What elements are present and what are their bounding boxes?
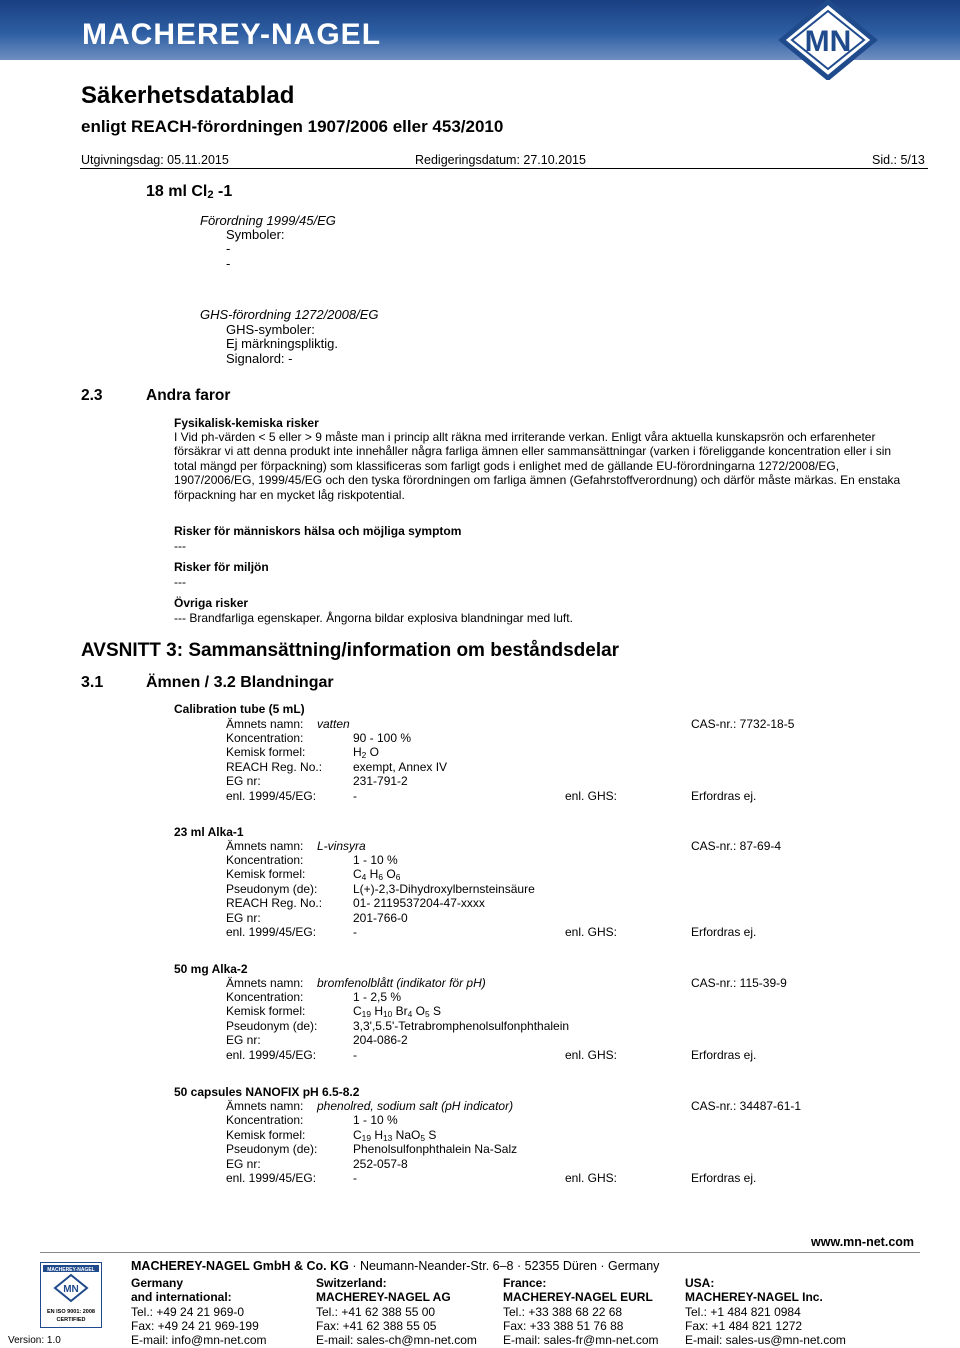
symbols-dash-2: - bbox=[226, 256, 231, 271]
health-text: --- bbox=[174, 539, 186, 553]
substance-name: L-vinsyra bbox=[317, 839, 366, 853]
page-number: Sid.: 5/13 bbox=[872, 153, 925, 167]
label-pseudonym: Pseudonym (de): bbox=[226, 1142, 318, 1156]
label-pseudonym: Pseudonym (de): bbox=[226, 882, 318, 896]
eg-number: 204-086-2 bbox=[353, 1033, 408, 1047]
reach-number: exempt, Annex IV bbox=[353, 760, 448, 774]
brand-name: MACHEREY-NAGEL bbox=[82, 18, 382, 51]
website-link[interactable]: www.mn-net.com bbox=[811, 1235, 915, 1249]
section-3-1-title: Ämnen / 3.2 Blandningar bbox=[146, 674, 334, 691]
issue-date: Utgivningsdag: 05.11.2015 bbox=[81, 153, 229, 167]
other-title: Övriga risker bbox=[174, 596, 249, 610]
logo-text: MN bbox=[804, 25, 852, 58]
footer-germany: Germany and international: Tel.: +49 24 21 969-0 Fax: +49 24 21 969-199 E-mail: info@mn-net.com bbox=[131, 1276, 267, 1348]
label-conc: Koncentration: bbox=[226, 853, 304, 867]
enlghs-value: Erfordras ej. bbox=[691, 1048, 757, 1062]
formula: $C_{19}$ $H_{13}$ NaO$_5$ S bbox=[353, 1128, 437, 1143]
signal-word: Signalord: - bbox=[226, 351, 293, 366]
label-enlghs: enl. GHS: bbox=[565, 1048, 618, 1062]
eg-number: 252-057-8 bbox=[353, 1157, 408, 1171]
doc-title: Säkerhetsdatablad bbox=[81, 82, 295, 109]
label-eg: EG nr: bbox=[226, 774, 261, 788]
certificate-icon bbox=[40, 1262, 102, 1328]
substance-name: bromfenolblått (indikator för pH) bbox=[317, 976, 486, 990]
eg-number: 201-766-0 bbox=[353, 911, 408, 925]
substance-name: phenolred, sodium salt (pH indicator) bbox=[317, 1099, 514, 1113]
header-rule bbox=[80, 168, 928, 169]
pseudonym: Phenolsulfonphthalein Na-Salz bbox=[353, 1142, 518, 1156]
label-enl1999: enl. 1999/45/EG: bbox=[226, 1171, 317, 1185]
enl1999-value: - bbox=[353, 925, 357, 939]
section-2-3-title: Andra faror bbox=[146, 387, 231, 404]
footer-switzerland: Switzerland: MACHEREY-NAGEL AG Tel.: +41 62 388 55 00 Fax: +41 62 388 55 05 E-mail: sales-ch@mn-net.com bbox=[316, 1276, 477, 1348]
cert-logo-text: MN bbox=[63, 1284, 79, 1295]
ghs-reg: GHS-förordning 1272/2008/EG bbox=[200, 307, 379, 322]
cert-line-1: EN ISO 9001: 2008 bbox=[46, 1309, 96, 1315]
health-title: Risker för människors hälsa och möjliga symptom bbox=[174, 524, 462, 538]
revision-date: Redigeringsdatum: 27.10.2015 bbox=[415, 153, 586, 167]
label-enlghs: enl. GHS: bbox=[565, 789, 618, 803]
label-enl1999: enl. 1999/45/EG: bbox=[226, 925, 317, 939]
phys-title: Fysikalisk-kemiska risker bbox=[174, 416, 319, 430]
label-eg: EG nr: bbox=[226, 911, 261, 925]
label-reach: REACH Reg. No.: bbox=[226, 760, 323, 774]
other-text: --- Brandfarliga egenskaper. Ångorna bildar explosiva blandningar med luft. bbox=[174, 611, 573, 625]
label-reach: REACH Reg. No.: bbox=[226, 896, 323, 910]
concentration: 1 - 2,5 % bbox=[353, 990, 402, 1004]
component-title: 50 mg Alka-2 bbox=[174, 962, 248, 976]
footer-rule bbox=[40, 1252, 920, 1253]
env-text: --- bbox=[174, 575, 186, 589]
label-eg: EG nr: bbox=[226, 1157, 261, 1171]
enlghs-value: Erfordras ej. bbox=[691, 789, 757, 803]
reg-1999: Förordning 1999/45/EG bbox=[200, 213, 336, 228]
component-title: 18 ml $Cl_2$ -1 bbox=[146, 183, 233, 201]
doc-subtitle: enligt REACH-förordningen 1907/2006 eller 453/2010 bbox=[81, 117, 504, 136]
label-formula: Kemisk formel: bbox=[226, 867, 306, 881]
label-conc: Koncentration: bbox=[226, 731, 304, 745]
footer-france: France: MACHEREY-NAGEL EURL Tel.: +33 388 68 22 68 Fax: +33 388 51 76 88 E-mail: sales-fr@mn-net.com bbox=[503, 1276, 659, 1348]
label-name: Ämnets namn: bbox=[226, 839, 304, 853]
section-2-3-number: 2.3 bbox=[81, 387, 103, 404]
label-conc: Koncentration: bbox=[226, 990, 304, 1004]
mn-logo-icon bbox=[778, 0, 878, 80]
symbols-label: Symboler: bbox=[226, 227, 285, 242]
reach-number: 01- 2119537204-47-xxxx bbox=[353, 896, 485, 910]
component-title: Calibration tube (5 mL) bbox=[174, 702, 305, 716]
label-eg: EG nr: bbox=[226, 1033, 261, 1047]
component-title: 23 ml Alka-1 bbox=[174, 825, 244, 839]
label-name: Ämnets namn: bbox=[226, 1099, 304, 1113]
substance-name: vatten bbox=[317, 717, 350, 731]
cas-number: CAS-nr.: 7732-18-5 bbox=[691, 717, 795, 731]
footer-usa: USA: MACHEREY-NAGEL Inc. Tel.: +1 484 821 0984 Fax: +1 484 821 1272 E-mail: sales-us@mn-net.com bbox=[685, 1276, 846, 1348]
label-enl1999: enl. 1999/45/EG: bbox=[226, 1048, 317, 1062]
enlghs-value: Erfordras ej. bbox=[691, 1171, 757, 1185]
label-name: Ämnets namn: bbox=[226, 976, 304, 990]
cas-number: CAS-nr.: 87-69-4 bbox=[691, 839, 782, 853]
phys-text: I Vid ph-värden < 5 eller > 9 måste man i princip allt räkna med irriterande verkan. Enligt våra aktuella kunskapsrön och erfarenheter försäkrar vi att denna produkt inte innehåller några farliga ämnen eller sammansättningar (varken i föreliggande koncentration eller i sin total mängd per förpackning) som klassificeras som farligt gods i enlighet med de gällande EU-förordningarna 1272/2008/EG, 1907/2006/EG, 1999/45/EG och den tyska förordningen om farliga ämnen (Gefahrstoffverordnung) och därför måste märkas. En enstaka förpackning har en mycket låg riskpotential. bbox=[174, 430, 901, 502]
cas-number: CAS-nr.: 34487-61-1 bbox=[691, 1099, 802, 1113]
cert-line-2: CERTIFIED bbox=[56, 1317, 86, 1323]
formula: $C_{19}$ $H_{10}$ $Br_4$ $O_5$ S bbox=[353, 1004, 442, 1019]
label-formula: Kemisk formel: bbox=[226, 1004, 306, 1018]
pseudonym: 3,3',5.5'-Tetrabromphenolsulfonphthalein bbox=[353, 1019, 570, 1033]
label-enl1999: enl. 1999/45/EG: bbox=[226, 789, 317, 803]
enl1999-value: - bbox=[353, 789, 357, 803]
label-enlghs: enl. GHS: bbox=[565, 925, 618, 939]
company-line: MACHEREY-NAGEL GmbH & Co. KG · Neumann-Neander-Str. 6–8 · 52355 Düren · Germany bbox=[131, 1259, 660, 1273]
section-3-1-number: 3.1 bbox=[81, 674, 104, 691]
enlghs-value: Erfordras ej. bbox=[691, 925, 757, 939]
concentration: 1 - 10 % bbox=[353, 1113, 398, 1127]
version-label: Version: 1.0 bbox=[8, 1335, 61, 1346]
label-conc: Koncentration: bbox=[226, 1113, 304, 1127]
formula: $C_4$ $H_6$ $O_6$ bbox=[353, 867, 401, 882]
label-name: Ämnets namn: bbox=[226, 717, 304, 731]
no-labelling: Ej märkningspliktig. bbox=[226, 336, 338, 351]
concentration: 90 - 100 % bbox=[353, 731, 412, 745]
concentration: 1 - 10 % bbox=[353, 853, 398, 867]
label-formula: Kemisk formel: bbox=[226, 1128, 306, 1142]
enl1999-value: - bbox=[353, 1048, 357, 1062]
symbols-dash-1: - bbox=[226, 241, 231, 256]
section-3-heading: AVSNITT 3: Sammansättning/information om beståndsdelar bbox=[81, 640, 620, 661]
label-formula: Kemisk formel: bbox=[226, 745, 306, 759]
formula: $H_2$ O bbox=[353, 745, 380, 760]
cert-brand: MACHEREY-NAGEL bbox=[47, 1267, 95, 1273]
iso-cert-badge bbox=[40, 1262, 102, 1328]
label-enlghs: enl. GHS: bbox=[565, 1171, 618, 1185]
pseudonym: L(+)-2,3-Dihydroxylbernsteinsäure bbox=[353, 882, 535, 896]
ghs-symbols: GHS-symboler: bbox=[226, 322, 315, 337]
component-title: 50 capsules NANOFIX pH 6.5-8.2 bbox=[174, 1085, 360, 1099]
enl1999-value: - bbox=[353, 1171, 357, 1185]
eg-number: 231-791-2 bbox=[353, 774, 408, 788]
label-pseudonym: Pseudonym (de): bbox=[226, 1019, 318, 1033]
cas-number: CAS-nr.: 115-39-9 bbox=[691, 976, 787, 990]
env-title: Risker för miljön bbox=[174, 560, 269, 574]
